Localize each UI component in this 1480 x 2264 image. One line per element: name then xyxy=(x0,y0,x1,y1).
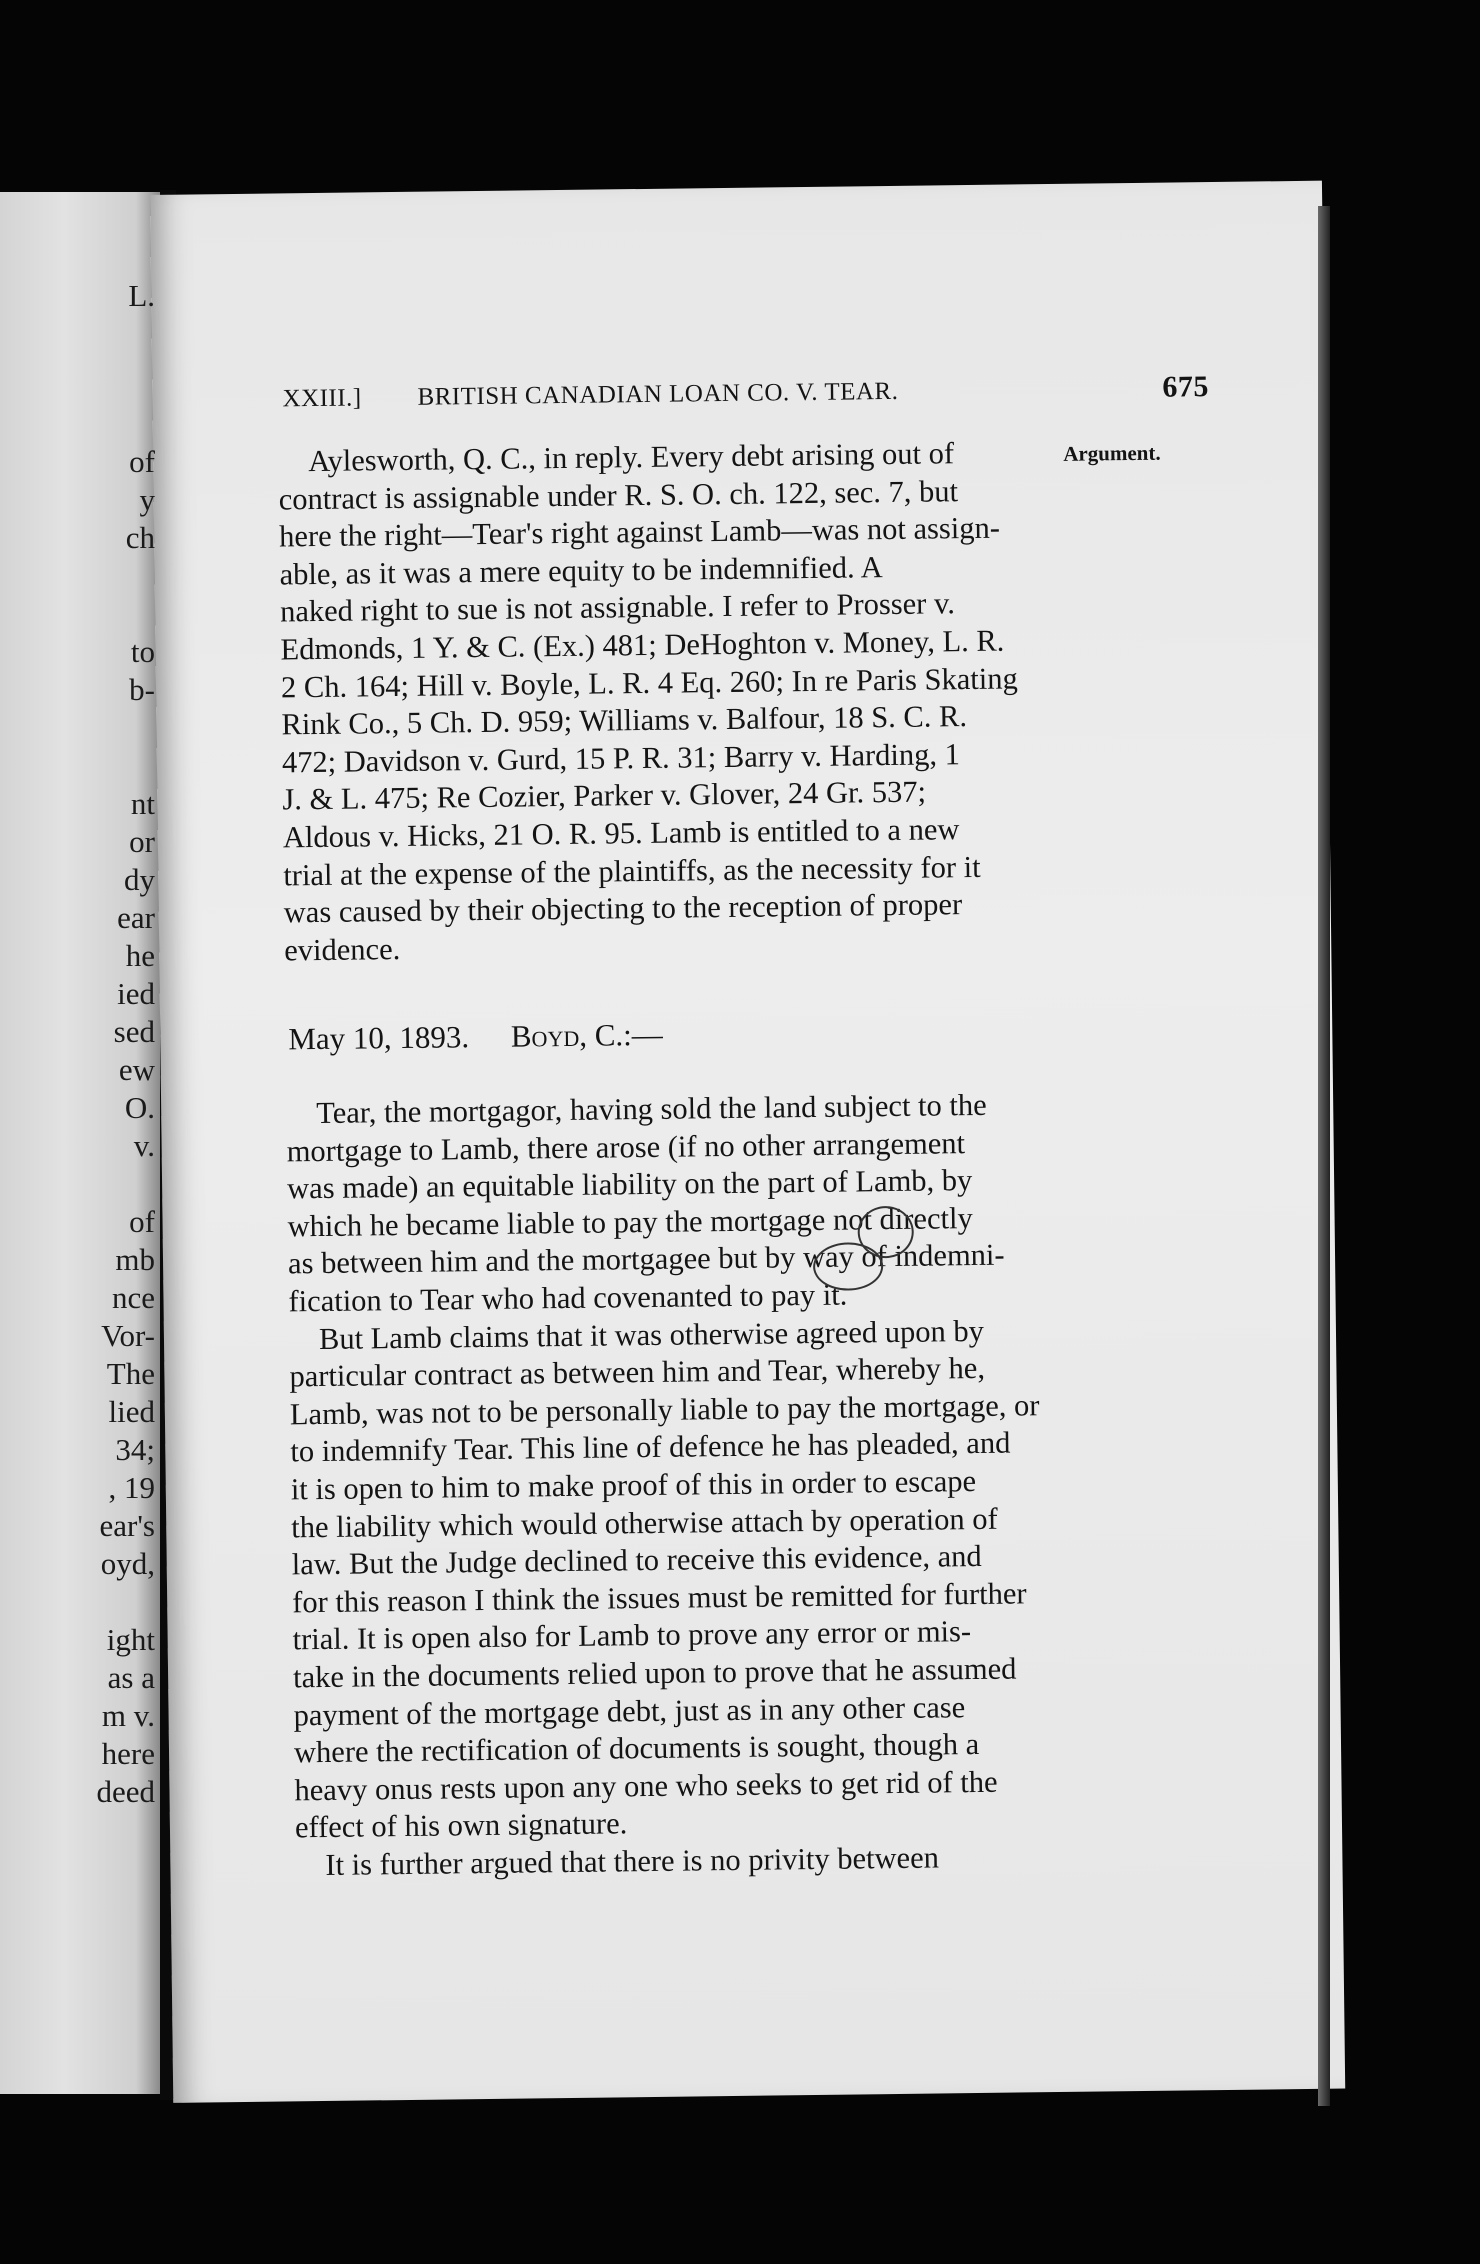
text-line: Aldous v. Hicks, 21 O. R. 95. Lamb is entitled to a new xyxy=(282,812,960,855)
text-line: Edmonds, 1 Y. & C. (Ex.) 481; DeHoghton v. Money, L. R. xyxy=(280,623,1005,667)
judgment-date: May 10, 1893. xyxy=(288,1019,470,1057)
text-line: Tear, the mortgagor, having sold the land subject to the xyxy=(316,1087,987,1131)
left-page-fragment: as a xyxy=(107,1660,155,1695)
text-line: was caused by their objecting to the reception of proper xyxy=(283,887,963,930)
left-page-fragment: to xyxy=(130,634,155,669)
left-page-fragment: nce xyxy=(111,1280,155,1315)
text-line: to indemnify Tear. This line of defence he has pleaded, and xyxy=(290,1425,1011,1469)
left-page-fragment: of xyxy=(129,1204,155,1239)
judgment-text xyxy=(286,1086,1056,1885)
left-page-fragment: L. xyxy=(128,278,155,313)
text-line: able, as it was a mere equity to be indemnified. A xyxy=(279,549,883,592)
chapter-number: XXIII.] xyxy=(282,384,362,413)
text-line: which he became liable to pay the mortgage not directly xyxy=(287,1200,973,1244)
text-line: for this reason I think the issues must be remitted for further xyxy=(291,1576,1027,1620)
left-page-fragment: y xyxy=(139,482,155,517)
text-line: Rink Co., 5 Ch. D. 959; Williams v. Balfour, 18 S. C. R. xyxy=(281,699,968,742)
text-line: 472; Davidson v. Gurd, 15 P. R. 31; Barry v. Harding, 1 xyxy=(281,736,961,780)
left-page-fragment: ear xyxy=(117,900,155,935)
left-page-fragment: b- xyxy=(129,672,155,707)
text-line: Aylesworth, Q. C., in reply. Every debt arising out of xyxy=(308,436,955,479)
text-line: take in the documents relied upon to prove that he assumed xyxy=(292,1651,1017,1695)
left-page-fragment: v. xyxy=(133,1128,155,1163)
left-page-fragment: The xyxy=(106,1356,155,1391)
text-line: payment of the mortgage debt, just as in any other case xyxy=(293,1689,966,1732)
left-page-fragment: ear's xyxy=(99,1508,155,1543)
running-title: BRITISH CANADIAN LOAN CO. V. TEAR. xyxy=(417,377,899,411)
text-line: effect of his own signature. xyxy=(294,1806,628,1845)
running-header xyxy=(282,370,1332,426)
left-page-fragment: nt xyxy=(130,786,155,821)
left-page-fragment: sed xyxy=(113,1014,155,1049)
left-page-fragment: lied xyxy=(108,1394,155,1429)
left-page-fragment: , 19 xyxy=(108,1470,155,1505)
text-line: as between him and the mortgagee but by way of indemni- xyxy=(287,1238,1005,1281)
left-page-fragment: deed xyxy=(96,1774,155,1809)
text-line: contract is assignable under R. S. O. ch. 122, sec. 7, but xyxy=(278,473,959,517)
text-line: mortgage to Lamb, there arose (if no other arrangement xyxy=(286,1125,966,1168)
left-page-fragment: ew xyxy=(118,1052,155,1087)
left-page-fragment: 34; xyxy=(115,1432,155,1467)
text-line: 2 Ch. 164; Hill v. Boyle, L. R. 4 Eq. 260; In re Paris Skating xyxy=(280,660,1018,704)
text-line: here the right—Tear's right against Lamb—was not assign- xyxy=(278,510,1001,554)
text-line: it is open to him to make proof of this in order to escape xyxy=(290,1463,977,1507)
left-page-fragment: ch xyxy=(125,520,155,555)
text-line: trial. It is open also for Lamb to prove any error or mis- xyxy=(292,1614,972,1657)
text-line: heavy onus rests upon any one who seeks to get rid of the xyxy=(294,1764,998,1808)
text-line: where the rectification of documents is sought, though a xyxy=(293,1727,980,1770)
text-line: naked right to sue is not assignable. I refer to Prosser v. xyxy=(279,586,956,629)
left-page-fragment: mb xyxy=(115,1242,155,1277)
text-line: the liability which would otherwise attach by operation of xyxy=(291,1501,998,1544)
text-line: law. But the Judge declined to receive this evidence, and xyxy=(291,1539,982,1582)
text-line: particular contract as between him and Tear, whereby he, xyxy=(289,1351,986,1394)
left-page-fragment: oyd, xyxy=(100,1546,155,1581)
date-line xyxy=(288,1017,663,1058)
page-content xyxy=(150,181,1345,2103)
left-page-fragment: Vor- xyxy=(101,1318,155,1353)
marginal-note: Argument. xyxy=(1063,440,1161,466)
left-page-fragment: ight xyxy=(106,1622,155,1657)
text-line: evidence. xyxy=(284,931,401,968)
text-line: trial at the expense of the plaintiffs, as the necessity for it xyxy=(283,849,981,892)
left-page-fragment: dy xyxy=(124,862,155,897)
text-line: J. & L. 475; Re Cozier, Parker v. Glover, 24 Gr. 537; xyxy=(282,774,927,817)
left-page-fragment: or xyxy=(129,824,155,859)
left-page-fragment: he xyxy=(125,938,155,973)
left-page-fragment: O. xyxy=(124,1090,155,1125)
text-line: But Lamb claims that it was otherwise agreed upon by xyxy=(318,1313,985,1356)
text-line: was made) an equitable liability on the part of Lamb, by xyxy=(286,1163,973,1206)
argument-paragraph xyxy=(278,434,1044,970)
left-page-fragment: of xyxy=(129,444,155,479)
text-line: It is further argued that there is no privity between xyxy=(325,1840,940,1882)
left-page-text xyxy=(0,0,160,2264)
judge-name: Boyd, C.:— xyxy=(510,1016,663,1054)
left-page-fragment: m v. xyxy=(101,1698,155,1733)
text-line: Lamb, was not to be personally liable to pay the mortgage, or xyxy=(289,1387,1040,1432)
left-page-fragment: here xyxy=(101,1736,155,1771)
left-page-fragment: ied xyxy=(117,976,155,1011)
text-line: fication to Tear who had covenanted to pay it. xyxy=(288,1277,848,1319)
page-number: 675 xyxy=(1162,370,1210,404)
